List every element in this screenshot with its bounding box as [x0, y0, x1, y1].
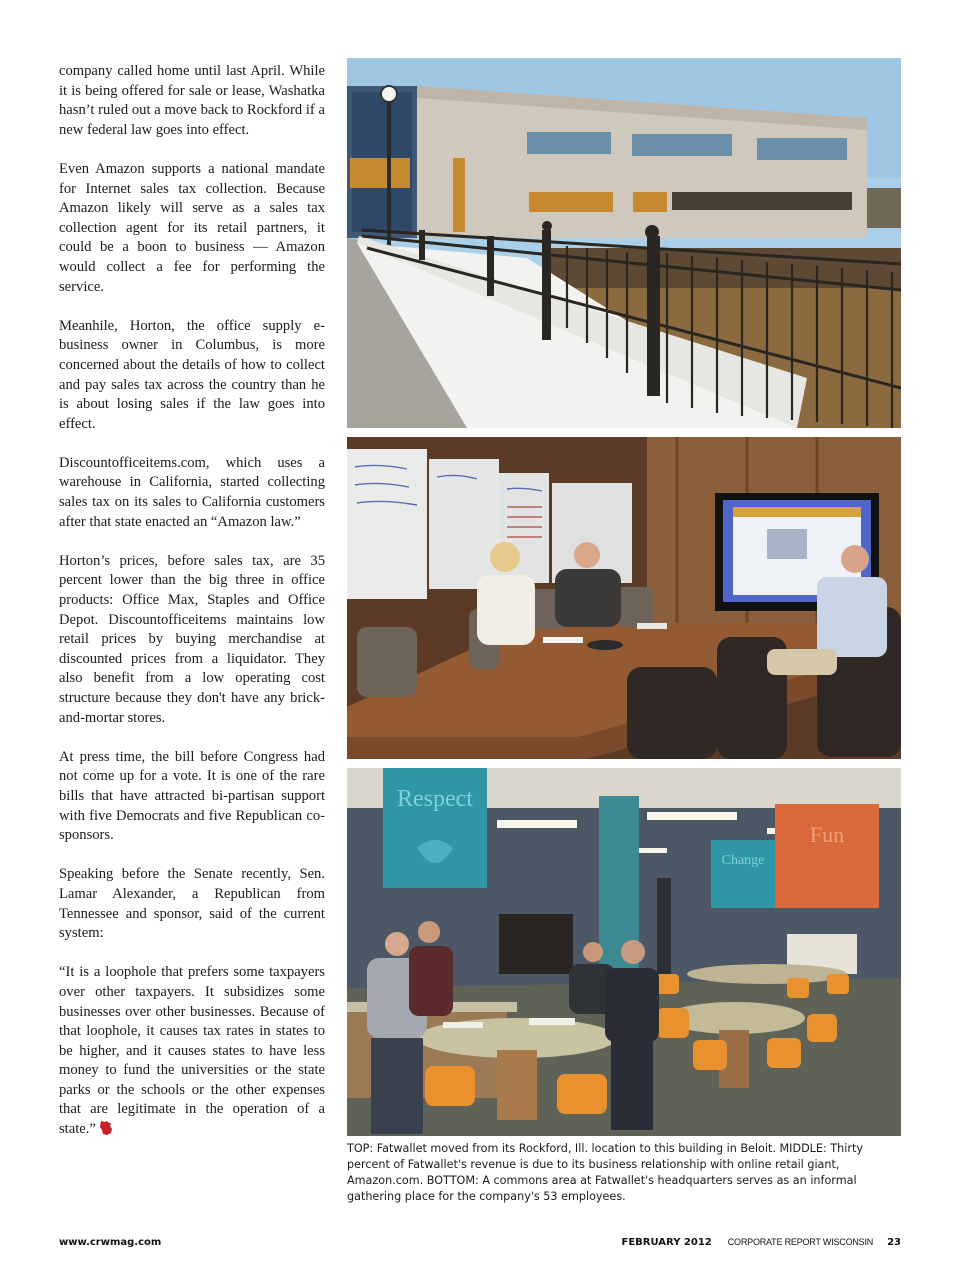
paragraph: Discountofficeitems.com, which uses a warehouse in California, started collecting sales tax on its sales to California customers after that state enacted an “Amazon law.” [59, 454, 325, 530]
commons-area-photo [347, 768, 901, 1136]
article-column [59, 62, 325, 1140]
closing-quote-paragraph [59, 963, 325, 1139]
footer-right [622, 1237, 902, 1248]
paragraph: Horton’s prices, before sales tax, are 35 percent lower than the big three in office products: Office Max, Staples and Office Depot. Discountofficeitems maintains low retail prices by buying merchandise at discounted prices from a liquidator. They also benefit from a low operating cost structure because they don't have any brick-and-mortar stores. [59, 552, 325, 726]
banner-respect-text: Respect [397, 786, 473, 812]
conference-room-photo [347, 437, 901, 759]
paragraph: Even Amazon supports a national mandate for Internet sales tax collection. Because Amazon likely will serve as a sales tax collection agent for its retail partners, it could be a boon to business — Amazon would collect a fee for performing the service. [59, 160, 325, 295]
page-number: 23 [887, 1237, 901, 1248]
quote-text: “It is a loophole that prefers some taxpayers over other taxpayers. It subsidizes some businesses over other businesses. Because of that loophole, it causes tax rates in states to be higher, and it causes states to have less money to fund the universities or the state parks or the schools or the other expenses that are legitimate in the operation of a state.” [59, 964, 325, 1138]
paragraph: At press time, the bill before Congress had not come up for a vote. It is one of the rare bills that have attracted bi-partisan support with five Democrats and five Republican co-sponsors. [59, 748, 325, 844]
wisconsin-end-mark-icon [99, 1120, 113, 1136]
footer-url: www.crwmag.com [59, 1237, 162, 1248]
photo-caption: TOP: Fatwallet moved from its Rockford, Ill. location to this building in Beloit. MIDDLE: Thirty percent of Fatwallet's revenue is due to its business relationship with online retail giant, Amazon.com. BOTTOM: A commons area at Fatwallet's headquarters serves as an informal gathering place for the company's 53 employees. [347, 1142, 863, 1203]
building-photo [347, 58, 901, 428]
footer-magazine: CORPORATE REPORT WISCONSIN [727, 1237, 874, 1247]
paragraph: company called home until last April. While it is being offered for sale or lease, Washatka hasn’t ruled out a move back to Rockford if a new federal law goes into effect. [59, 63, 325, 138]
paragraph: Meanhile, Horton, the office supply e-business owner in Columbus, is more concerned about the details of how to collect and pay sales tax across the country than he is about losing sales if the law goes into effect. [59, 317, 325, 432]
banner-change-text: Change [721, 853, 765, 868]
paragraph: Speaking before the Senate recently, Sen. Lamar Alexander, a Republican from Tennessee and sponsor, said of the current system: [59, 866, 325, 942]
page-footer [59, 1237, 901, 1253]
footer-date: FEBRUARY 2012 [621, 1237, 712, 1248]
banner-fun-text: Fun [809, 822, 845, 847]
